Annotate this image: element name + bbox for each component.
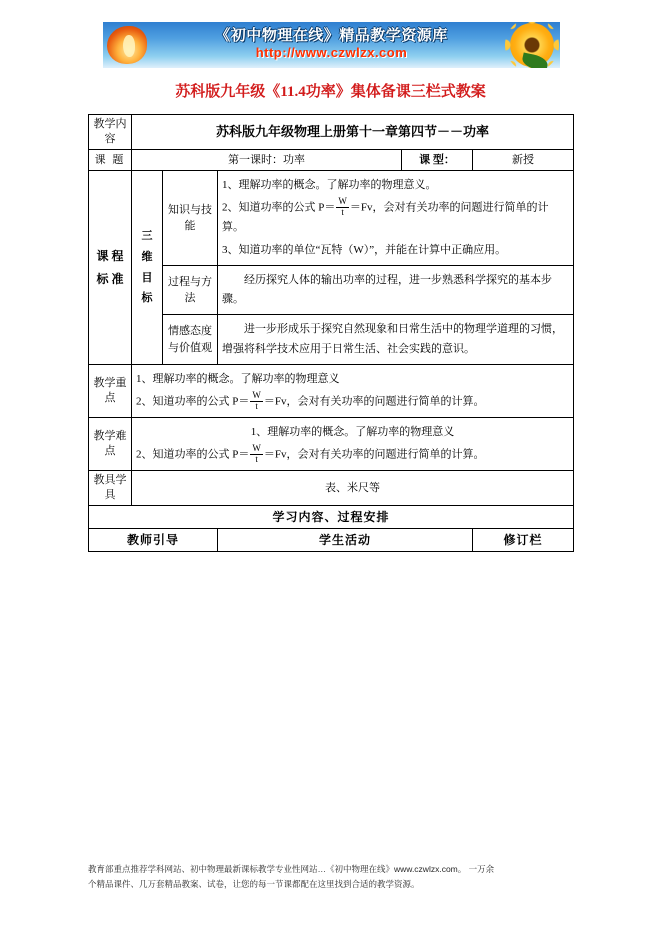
knowledge-item-2-part1: 2、知道功率的公式 P＝ [222, 201, 336, 214]
row-value-topic [132, 149, 402, 171]
row-label-tools-text: 教具学具 [93, 474, 127, 501]
row-label-type [402, 149, 473, 171]
row-label-process-method-text: 过程与方法 [168, 275, 212, 305]
col-header-revision-text: 修订栏 [503, 532, 543, 547]
row-label-knowledge-skill-text: 知识与技能 [168, 203, 212, 232]
col-header-student-text: 学生活动 [318, 532, 371, 547]
formula-numerator: W [252, 443, 261, 454]
row-value-topic-text: 第一课时：功率 [228, 153, 305, 166]
row-label-key-points [89, 364, 132, 417]
row-label-tools [89, 471, 132, 506]
table-row [89, 471, 574, 506]
row-label-knowledge-skill [163, 171, 218, 266]
row-value-type [473, 149, 574, 171]
row-label-attitude-value-text: 情感态度与价值观 [168, 325, 212, 354]
table-row [89, 364, 574, 417]
row-label-content [89, 115, 132, 150]
difficult-point-2-part2: ＝Fv，会对有关功率的问题进行简单的计算。 [263, 448, 485, 461]
knowledge-item-2 [222, 198, 569, 237]
key-point-2-part1: 2、知道功率的公式 P＝ [136, 395, 250, 408]
knowledge-item-3: 3、知道功率的单位“瓦特（W）”，并能在计算中正确应用。 [222, 243, 507, 256]
knowledge-item-1: 1、理解功率的概念。了解功率的物理意义。 [222, 179, 437, 192]
formula-fraction [250, 444, 263, 464]
table-row [89, 149, 574, 171]
table-row [89, 417, 574, 470]
key-point-1: 1、理解功率的概念。了解功率的物理意义 [136, 372, 340, 385]
difficult-point-2-part1: 2、知道功率的公式 P＝ [136, 448, 250, 461]
site-banner [103, 22, 560, 68]
col-header-revision [473, 528, 574, 551]
row-label-content-text: 教学内容 [93, 118, 127, 145]
footer-line-2: 个精品课件、几万套精品教案、试卷，让您的每一节课都配在这里找到合适的教学资源。 [88, 878, 420, 889]
knowledge-item-2-part2: ＝Fv，会对有关功率的问题进行简单的计算。 [222, 201, 549, 234]
col-header-teacher [89, 528, 218, 551]
formula-numerator: W [252, 390, 261, 401]
formula-denominator: t [336, 207, 349, 217]
row-label-process-method [163, 265, 218, 315]
col-header-teacher-text: 教师引导 [126, 532, 179, 547]
difficult-point-1: 1、理解功率的概念。了解功率的物理意义 [250, 425, 455, 438]
row-label-key-points-text: 教学重点 [93, 377, 127, 404]
row-value-type-text: 新授 [512, 153, 534, 166]
row-value-knowledge-skill [218, 171, 574, 266]
process-method-text: 经历探究人体的输出功率的过程，进一步熟悉科学探究的基本步骤。 [222, 273, 552, 306]
table-row [89, 115, 574, 150]
table-row [89, 171, 574, 266]
row-value-tools [132, 471, 574, 506]
row-value-tools-text: 表、米尺等 [325, 481, 380, 494]
row-label-dimension-text: 三 维 目 标 [141, 229, 153, 305]
process-section-header-text: 学习内容、过程安排 [272, 509, 390, 524]
difficult-point-2 [136, 445, 569, 465]
row-label-difficult-points-text: 教学难点 [93, 430, 127, 457]
key-point-2 [136, 392, 569, 412]
key-point-2-part2: ＝Fv，会对有关功率的问题进行简单的计算。 [263, 395, 485, 408]
row-value-process-method [218, 265, 574, 315]
row-value-difficult-points [132, 417, 574, 470]
formula-denominator: t [250, 454, 263, 464]
row-label-attitude-value [163, 315, 218, 365]
row-label-dimension [132, 171, 163, 365]
process-section-header [89, 505, 574, 528]
formula-fraction [336, 197, 349, 217]
formula-fraction [250, 391, 263, 411]
formula-denominator: t [250, 401, 263, 411]
banner-url[interactable]: http://www.czwlzx.com [255, 45, 408, 60]
row-label-type-text: 课 型： [419, 153, 455, 166]
lesson-plan-table [88, 114, 574, 552]
row-value-attitude-value [218, 315, 574, 365]
footer-line-1: 教育部重点推荐学科网站、初中物理最新课标教学专业性网站…《初中物理在线》www.czwlzx.com。 一万余 [88, 864, 495, 874]
row-label-standard [89, 171, 132, 365]
row-label-standard-text: 课 程 标 准 [96, 248, 124, 286]
row-value-key-points [132, 364, 574, 417]
col-header-student [218, 528, 473, 551]
row-label-topic [89, 149, 132, 171]
row-value-content [132, 115, 574, 150]
row-label-difficult-points [89, 417, 132, 470]
banner-title: 《初中物理在线》精品教学资源库 [215, 28, 448, 44]
page-title: 苏科版九年级《11.4功率》集体备课三栏式教案 [175, 84, 486, 100]
table-row [89, 528, 574, 551]
footer [88, 862, 578, 892]
formula-numerator: W [338, 196, 347, 207]
table-row [89, 505, 574, 528]
row-label-topic-text: 课 题 [94, 153, 126, 166]
attitude-value-text: 进一步形成乐于探究自然现象和日常生活中的物理学道理的习惯，增强将科学技术应用于日常生活、社会实践的意识。 [222, 323, 563, 355]
row-value-content-text: 苏科版九年级物理上册第十一章第四节－－功率 [215, 124, 489, 140]
